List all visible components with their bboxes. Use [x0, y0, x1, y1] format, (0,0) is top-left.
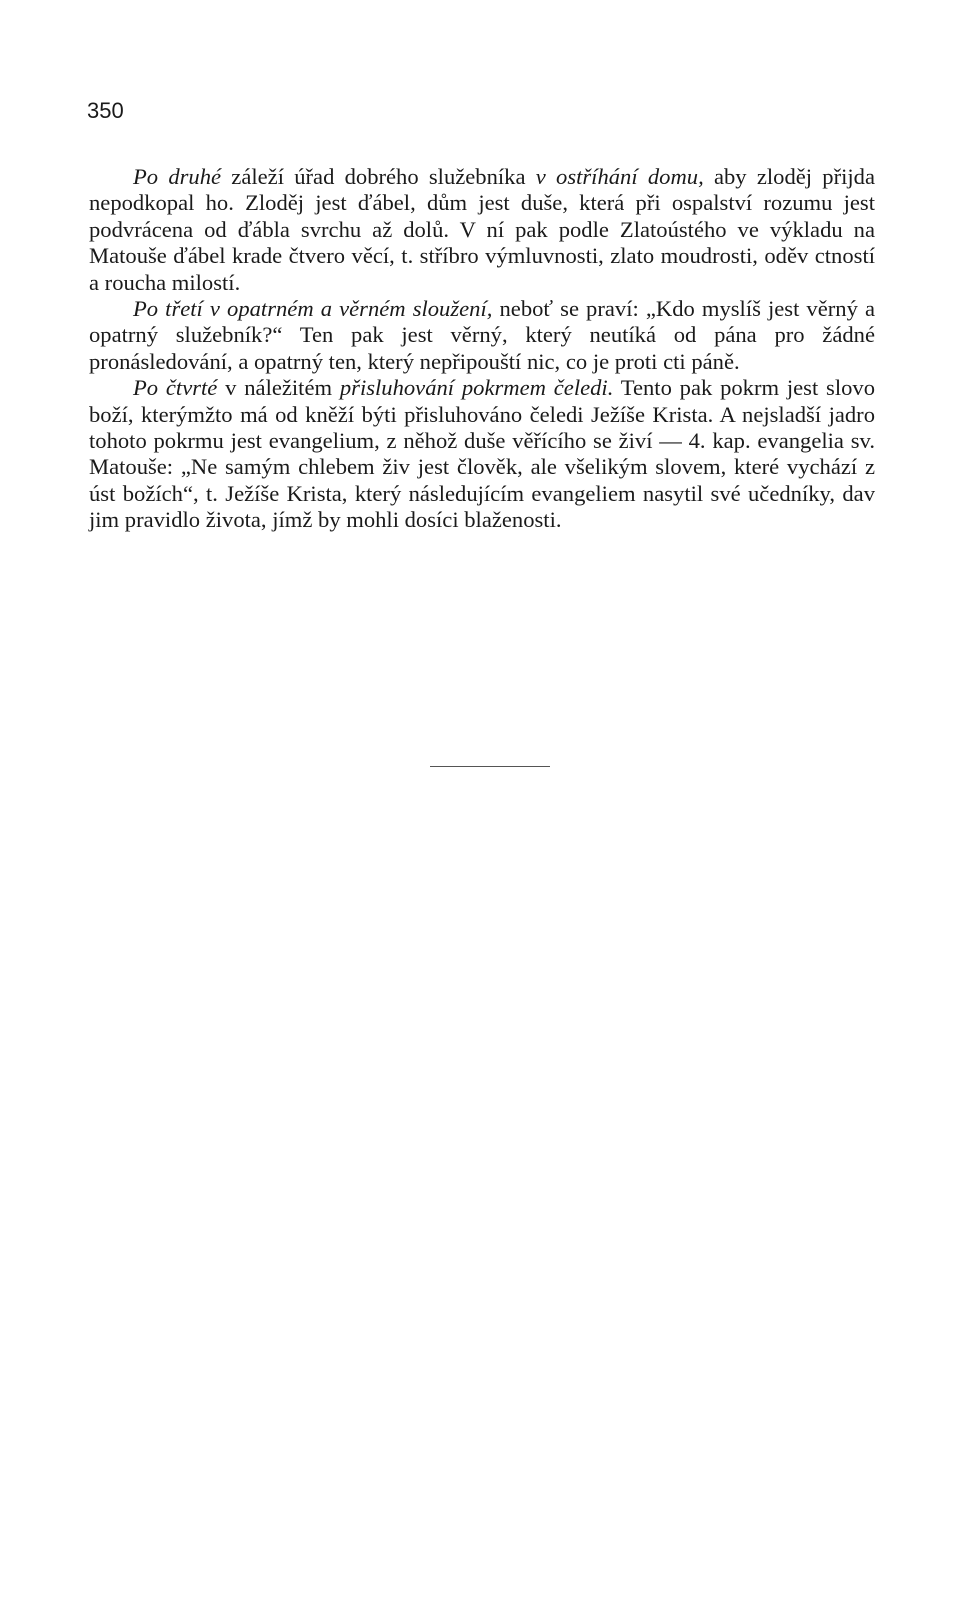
paragraph-2	[89, 296, 875, 375]
page-number: 350	[87, 98, 124, 123]
paragraph-1-text-cont: aby zloděj přijda nepodkopal ho. Zloděj jest ďábel, dům jest duše, která při ospalství rozumu jest podvrácena od ďábla svrchu až dolů. V ní pak podle Zlatoústého ve výkladu na Matouše ďábel krade čtvero věcí, t. stříbro výmluvnosti, zlato moudrosti, oděv ctností a roucha milostí.	[89, 164, 875, 295]
body-text	[89, 164, 875, 534]
paragraph-3-text: v náležitém	[217, 375, 340, 401]
paragraph-3	[89, 375, 875, 533]
paragraph-1-text: záleží úřad dobrého služebníka	[221, 164, 536, 189]
paragraph-1	[89, 164, 875, 296]
paragraph-1-lead: Po druhé	[133, 164, 222, 189]
section-divider	[430, 766, 550, 767]
paragraph-2-text: neboť se praví: „Kdo myslíš jest věrný a opatrný služebník?“ Ten pak jest věrný, který neutíká od pána pro žádné pronásledování, a opatrný ten, který nepřipouští nic, co je proti cti páně.	[89, 296, 875, 374]
paragraph-3-lead: Po čtvrté	[133, 375, 218, 401]
paragraph-3-emphasis: přisluhování pokrmem čeledi.	[339, 375, 614, 401]
paragraph-2-lead: Po třetí v opatrném a věrném sloužení,	[133, 296, 493, 322]
paragraph-1-emphasis: v ostříhání domu,	[535, 164, 704, 189]
paragraph-3-text-cont: Tento pak pokrm jest slovo boží, kterýmžto má od kněží býti přisluhováno čeledi Ježíše Krista. A nejsladší jadro tohoto pokrmu jest evangelium, z něhož duše věřícího se živí — 4. kap. evangelia sv. Matouše: „Ne samým chlebem živ jest člověk, ale všelikým slovem, které vychází z úst božích“, t. Ježíše Krista, který následujícím evangeliem nasytil své učedníky, dav jim pravidlo života, jímž by mohli dosíci blaženosti.	[89, 375, 876, 533]
